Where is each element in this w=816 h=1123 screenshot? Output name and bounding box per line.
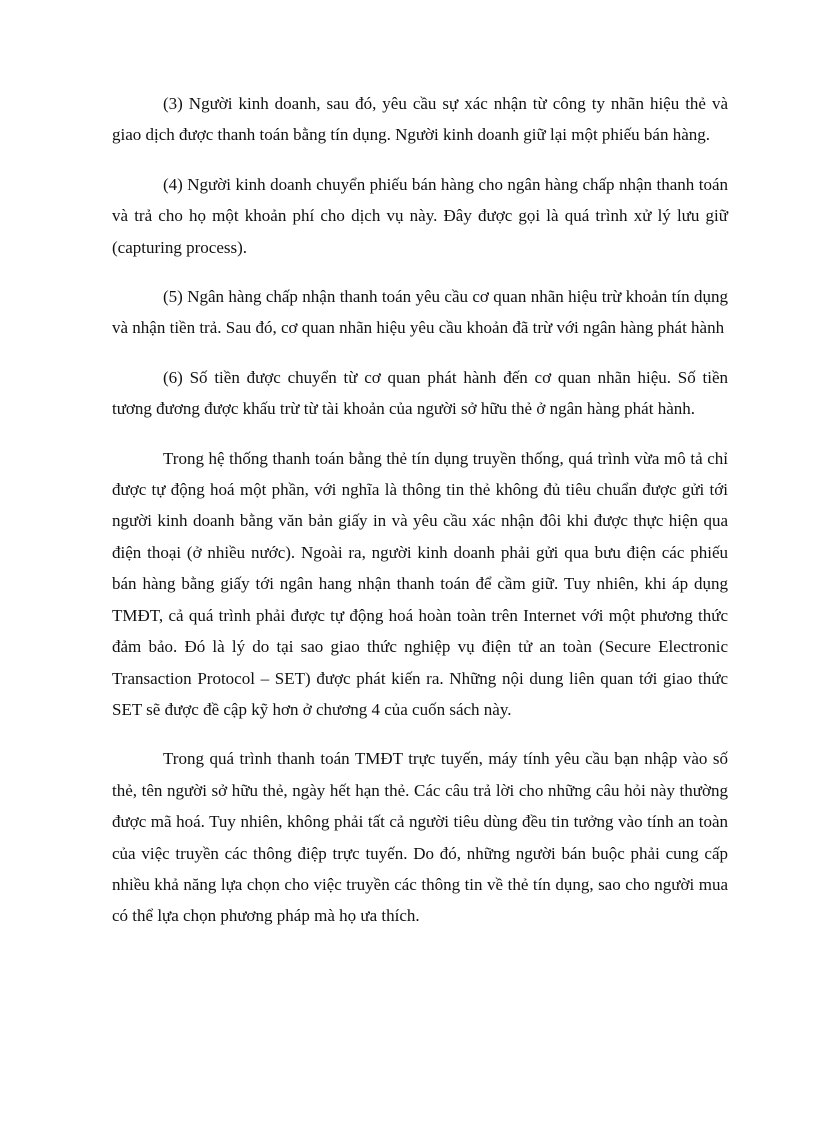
paragraph-online-payment: Trong quá trình thanh toán TMĐT trực tuyến, máy tính yêu cầu bạn nhập vào số thẻ, tên người sở hữu thẻ, ngày hết hạn thẻ. Các câu trả lời cho những câu hỏi này thường được mã hoá. Tuy nhiên, không phải tất cả người tiêu dùng đều tin tưởng vào tính an toàn của việc truyền các thông điệp trực tuyến. Do đó, những người bán buộc phải cung cấp nhiều khả năng lựa chọn cho việc truyền các thông tin về thẻ tín dụng, sao cho người mua có thể lựa chọn phương pháp mà họ ưa thích. [112,749,728,926]
paragraph-step-3: (3) Người kinh doanh, sau đó, yêu cầu sự xác nhận từ công ty nhãn hiệu thẻ và giao dịch được thanh toán bằng tín dụng. Người kinh doanh giữ lại một phiếu bán hàng. [112,94,728,145]
paragraph-step-6: (6) Số tiền được chuyển từ cơ quan phát hành đến cơ quan nhãn hiệu. Số tiền tương đương được khấu trừ từ tài khoản của người sở hữu thẻ ở ngân hàng phát hành. [112,367,728,419]
paragraph-step-5: (5) Ngân hàng chấp nhận thanh toán yêu cầu cơ quan nhãn hiệu trừ khoản tín dụng và nhận tiền trả. Sau đó, cơ quan nhãn hiệu yêu cầu khoản đã trừ với ngân hàng phát hành [112,287,728,338]
paragraph-traditional-system: Trong hệ thống thanh toán bằng thẻ tín dụng truyền thống, quá trình vừa mô tả chỉ được tự động hoá một phần, với nghĩa là thông tin thẻ không đủ tiêu chuẩn được gửi tới người kinh doanh bằng văn bản giấy in và yêu cầu xác nhận đôi khi được thực hiện qua điện thoại (ở nhiều nước). Ngoài ra, người kinh doanh phải gửi qua bưu điện các phiếu bán hàng bằng giấy tới ngân hang nhận thanh toán để cầm giữ. Tuy nhiên, khi áp dụng TMĐT, cả quá trình phải được tự động hoá hoàn toàn trên Internet với một phương thức đảm bảo. Đó là lý do tại sao giao thức nghiệp vụ điện tử an toàn (Secure Electronic Transaction Protocol – SET) được phát kiến ra. Những nội dung liên quan tới giao thức SET sẽ được đề cập kỹ hơn ở chương 4 của cuốn sách này. [112,448,728,719]
paragraph-step-4: (4) Người kinh doanh chuyển phiếu bán hàng cho ngân hàng chấp nhận thanh toán và trả cho họ một khoản phí cho dịch vụ này. Đây được gọi là quá trình xử lý lưu giữ (capturing process). [112,174,728,257]
document-page [112,88,728,950]
